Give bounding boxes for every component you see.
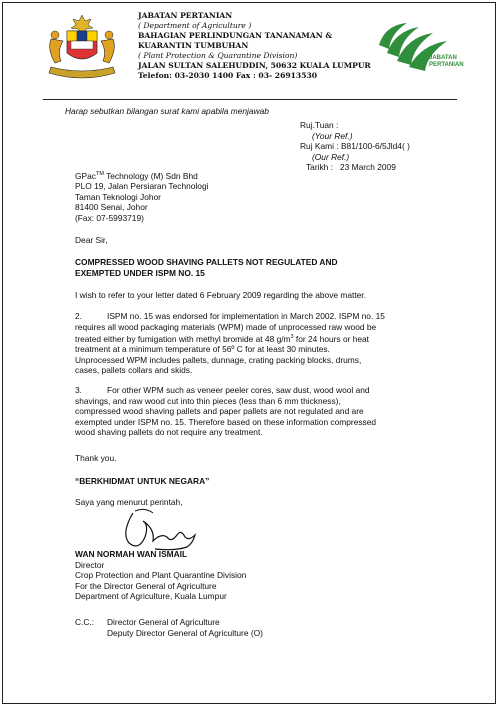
our-ref-line	[300, 141, 490, 152]
recipient-line2: PLO 19, Jalan Persiaran Technologi	[75, 181, 209, 192]
para2-number: 2.	[75, 311, 82, 321]
our-ref-label: Ruj Kami :	[300, 141, 339, 151]
your-ref-en: (Your Ref.)	[312, 130, 353, 141]
agency-name-en: ( Department of Agriculture )	[138, 21, 252, 30]
recipient-fax: (Fax: 07-5993719)	[75, 212, 144, 223]
recipient-line4: 81400 Senai, Johor	[75, 202, 148, 213]
agency-address: JALAN SULTAN SALEHUDDIN, 50632 KUALA LUMPUR	[138, 61, 371, 70]
agency-phone-fax: Telefon: 03-2030 1400 Fax : 03- 26913530	[138, 71, 318, 80]
signatory-dept: Department of Agriculture, Kuala Lumpur	[75, 591, 227, 601]
letter-page	[2, 2, 496, 704]
recipient-line3: Taman Teknologi Johor	[75, 191, 161, 202]
subject-line2: EXEMPTED UNDER ISPM NO. 15	[75, 267, 205, 278]
jabatan-pertanian-logo	[375, 17, 467, 73]
subject-line1: COMPRESSED WOOD SHAVING PALLETS NOT REGULATED AND	[75, 257, 338, 267]
para3-number: 3.	[75, 385, 82, 395]
cc-block	[75, 617, 415, 638]
closing: Saya yang menurut perintah,	[75, 497, 183, 507]
salutation: Dear Sir,	[75, 235, 108, 245]
paragraph-2: 2. ISPM no. 15 was endorsed for implementation in March 2002. ISPM no. 15 requires all wood packaging materials (WPM) made of unprocessed raw wood be treated either by fumigation with methyl bromide at 48 $g/m^3$ for 24 hours or heat treatment at a minimum temperature of 56º C for at least 30 minutes. Unprocessed WPM includes pallets, dunnage, crating packing blocks, drums, cases, pallets collars and skids.	[75, 311, 385, 376]
paragraph-3: 3. For other WPM such as veneer peeler cores, saw dust, wood wool and shavings, and raw wood cut into thin pieces (less than 6 mm thickness), compressed wood shaving pallets and paper pallets are not regulated and are exempted under ISPM no. 15. Therefore based on these information compressed wood shaving pallets do not require any treatment.	[75, 385, 377, 437]
reference-request: Harap sebutkan bilangan surat kami apabila menjawab	[65, 106, 269, 116]
recipient-address	[75, 169, 335, 223]
date-value: 23 March 2009	[339, 162, 396, 172]
date-label: Tarikh :	[306, 162, 333, 172]
signatory-name: WAN NORMAH WAN ISMAIL	[75, 549, 188, 559]
signatory-division: Crop Protection and Plant Quarantine Division	[75, 570, 247, 580]
signatory-title: Director	[75, 559, 105, 570]
agency-name: JABATAN PERTANIAN	[138, 11, 233, 20]
cc-label: C.C.:	[75, 617, 95, 627]
letterhead	[138, 11, 383, 81]
coat-of-arms-logo	[43, 11, 121, 81]
intro-paragraph: I wish to refer to your letter dated 6 February 2009 regarding the above matter.	[75, 290, 366, 300]
signature	[115, 503, 225, 555]
signatory-for-line: For the Director General of Agriculture	[75, 580, 217, 591]
recipient-company: GPac™ Technology (M) Sdn Bhd	[75, 170, 198, 181]
logo-text-line1: JABATAN	[429, 55, 457, 61]
your-ref-label: Ruj.Tuan :	[300, 120, 339, 130]
logo-text-line2: PERTANIAN	[429, 61, 464, 68]
thanks: Thank you.	[75, 453, 117, 463]
cc-line2: Deputy Director General of Agriculture (O)	[107, 627, 263, 638]
cc-line1: Director General of Agriculture	[107, 617, 220, 627]
our-ref-value: B81/100-6/5Jld4( )	[340, 141, 410, 151]
division-name: BAHAGIAN PERLINDUNGAN TANANAMAN & KUARANTIN TUMBUHAN	[138, 31, 333, 50]
header-divider	[43, 99, 457, 100]
motto: “BERKHIDMAT UNTUK NEGARA”	[75, 476, 210, 486]
our-ref-en: (Our Ref.)	[312, 151, 350, 162]
division-name-en: ( Plant Protection & Quarantine Division)	[138, 51, 298, 60]
subject	[75, 257, 475, 278]
signatory-block	[75, 549, 375, 602]
reference-block	[300, 120, 490, 173]
